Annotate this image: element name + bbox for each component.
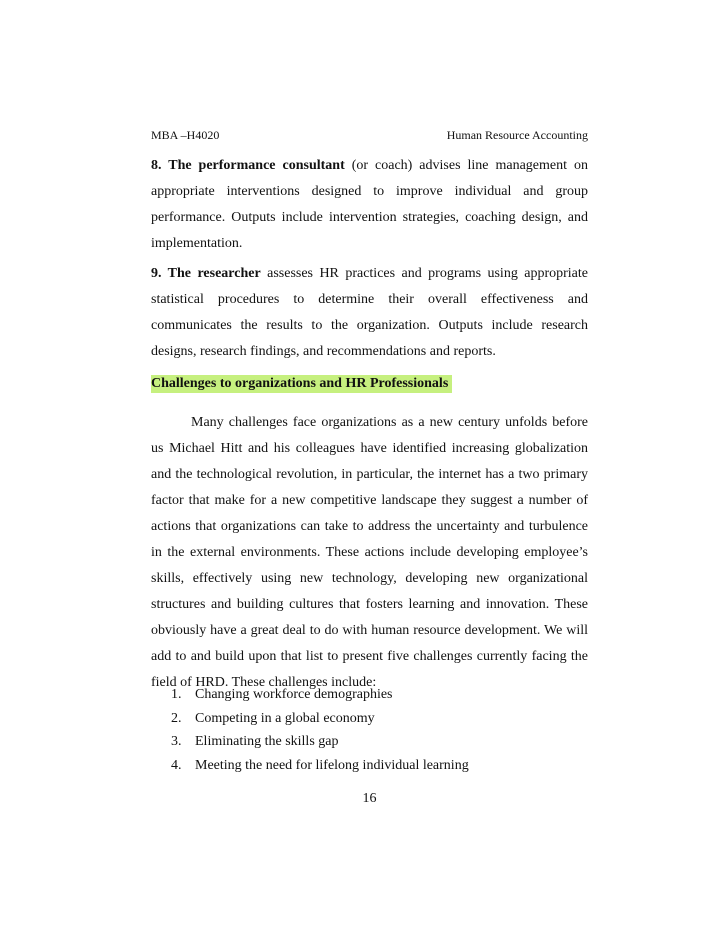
- paragraph-challenges: Many challenges face organizations as a new century unfolds before us Michael Hitt and his colleagues have identified increasing globalization and the technological revolution, in particular, the internet has a two primary factor that make for a new competitive landscape they suggest a number of actions that organizations can take to address the uncertainty and turbulence in the external environments. These actions include developing employee’s skills, effectively using new technology, developing new organizational structures and building cultures that fosters learning and innovation. These obviously have a great deal to do with human resource development. We will add to and build upon that list to present five challenges currently facing the field of HRD. These challenges include:: [151, 415, 588, 690]
- section-heading: Challenges to organizations and HR Professionals: [151, 375, 452, 393]
- paragraph-text: (or coach) advises line management on appropriate interventions designed to improve individual and group performance. Outputs include intervention strategies, coaching design, and implementation.: [151, 158, 588, 251]
- course-code: MBA –H4020: [151, 128, 220, 142]
- term-researcher: 9. The researcher: [151, 266, 261, 281]
- document-title: Human Resource Accounting: [446, 128, 588, 142]
- list-item-text: Meeting the need for lifelong individual learning: [195, 757, 469, 773]
- page-number: 16: [362, 791, 377, 806]
- list-number: 3.: [171, 734, 182, 749]
- list-item-text: Changing workforce demographies: [195, 687, 393, 702]
- paragraph-researcher: [151, 261, 588, 365]
- paragraph-text: assesses HR practices and programs using appropriate statistical procedures to determine their overall effectiveness and communicates the results to the organization. Outputs include research designs, research findings, and recommendations and reports.: [151, 266, 588, 359]
- list-number: 2.: [171, 710, 182, 726]
- list-item: [151, 754, 588, 778]
- challenges-list: [151, 683, 588, 777]
- term-performance-consultant: 8. The performance consultant: [151, 158, 345, 173]
- list-item-text: Eliminating the skills gap: [195, 734, 339, 749]
- list-item-text: Competing in a global economy: [195, 710, 375, 726]
- paragraph-performance-consultant: [151, 153, 588, 257]
- document-page: [151, 0, 588, 943]
- list-number: 1.: [171, 687, 182, 702]
- list-item: [151, 707, 588, 731]
- list-item: [151, 683, 588, 707]
- list-number: 4.: [171, 757, 182, 773]
- list-item: [151, 730, 588, 754]
